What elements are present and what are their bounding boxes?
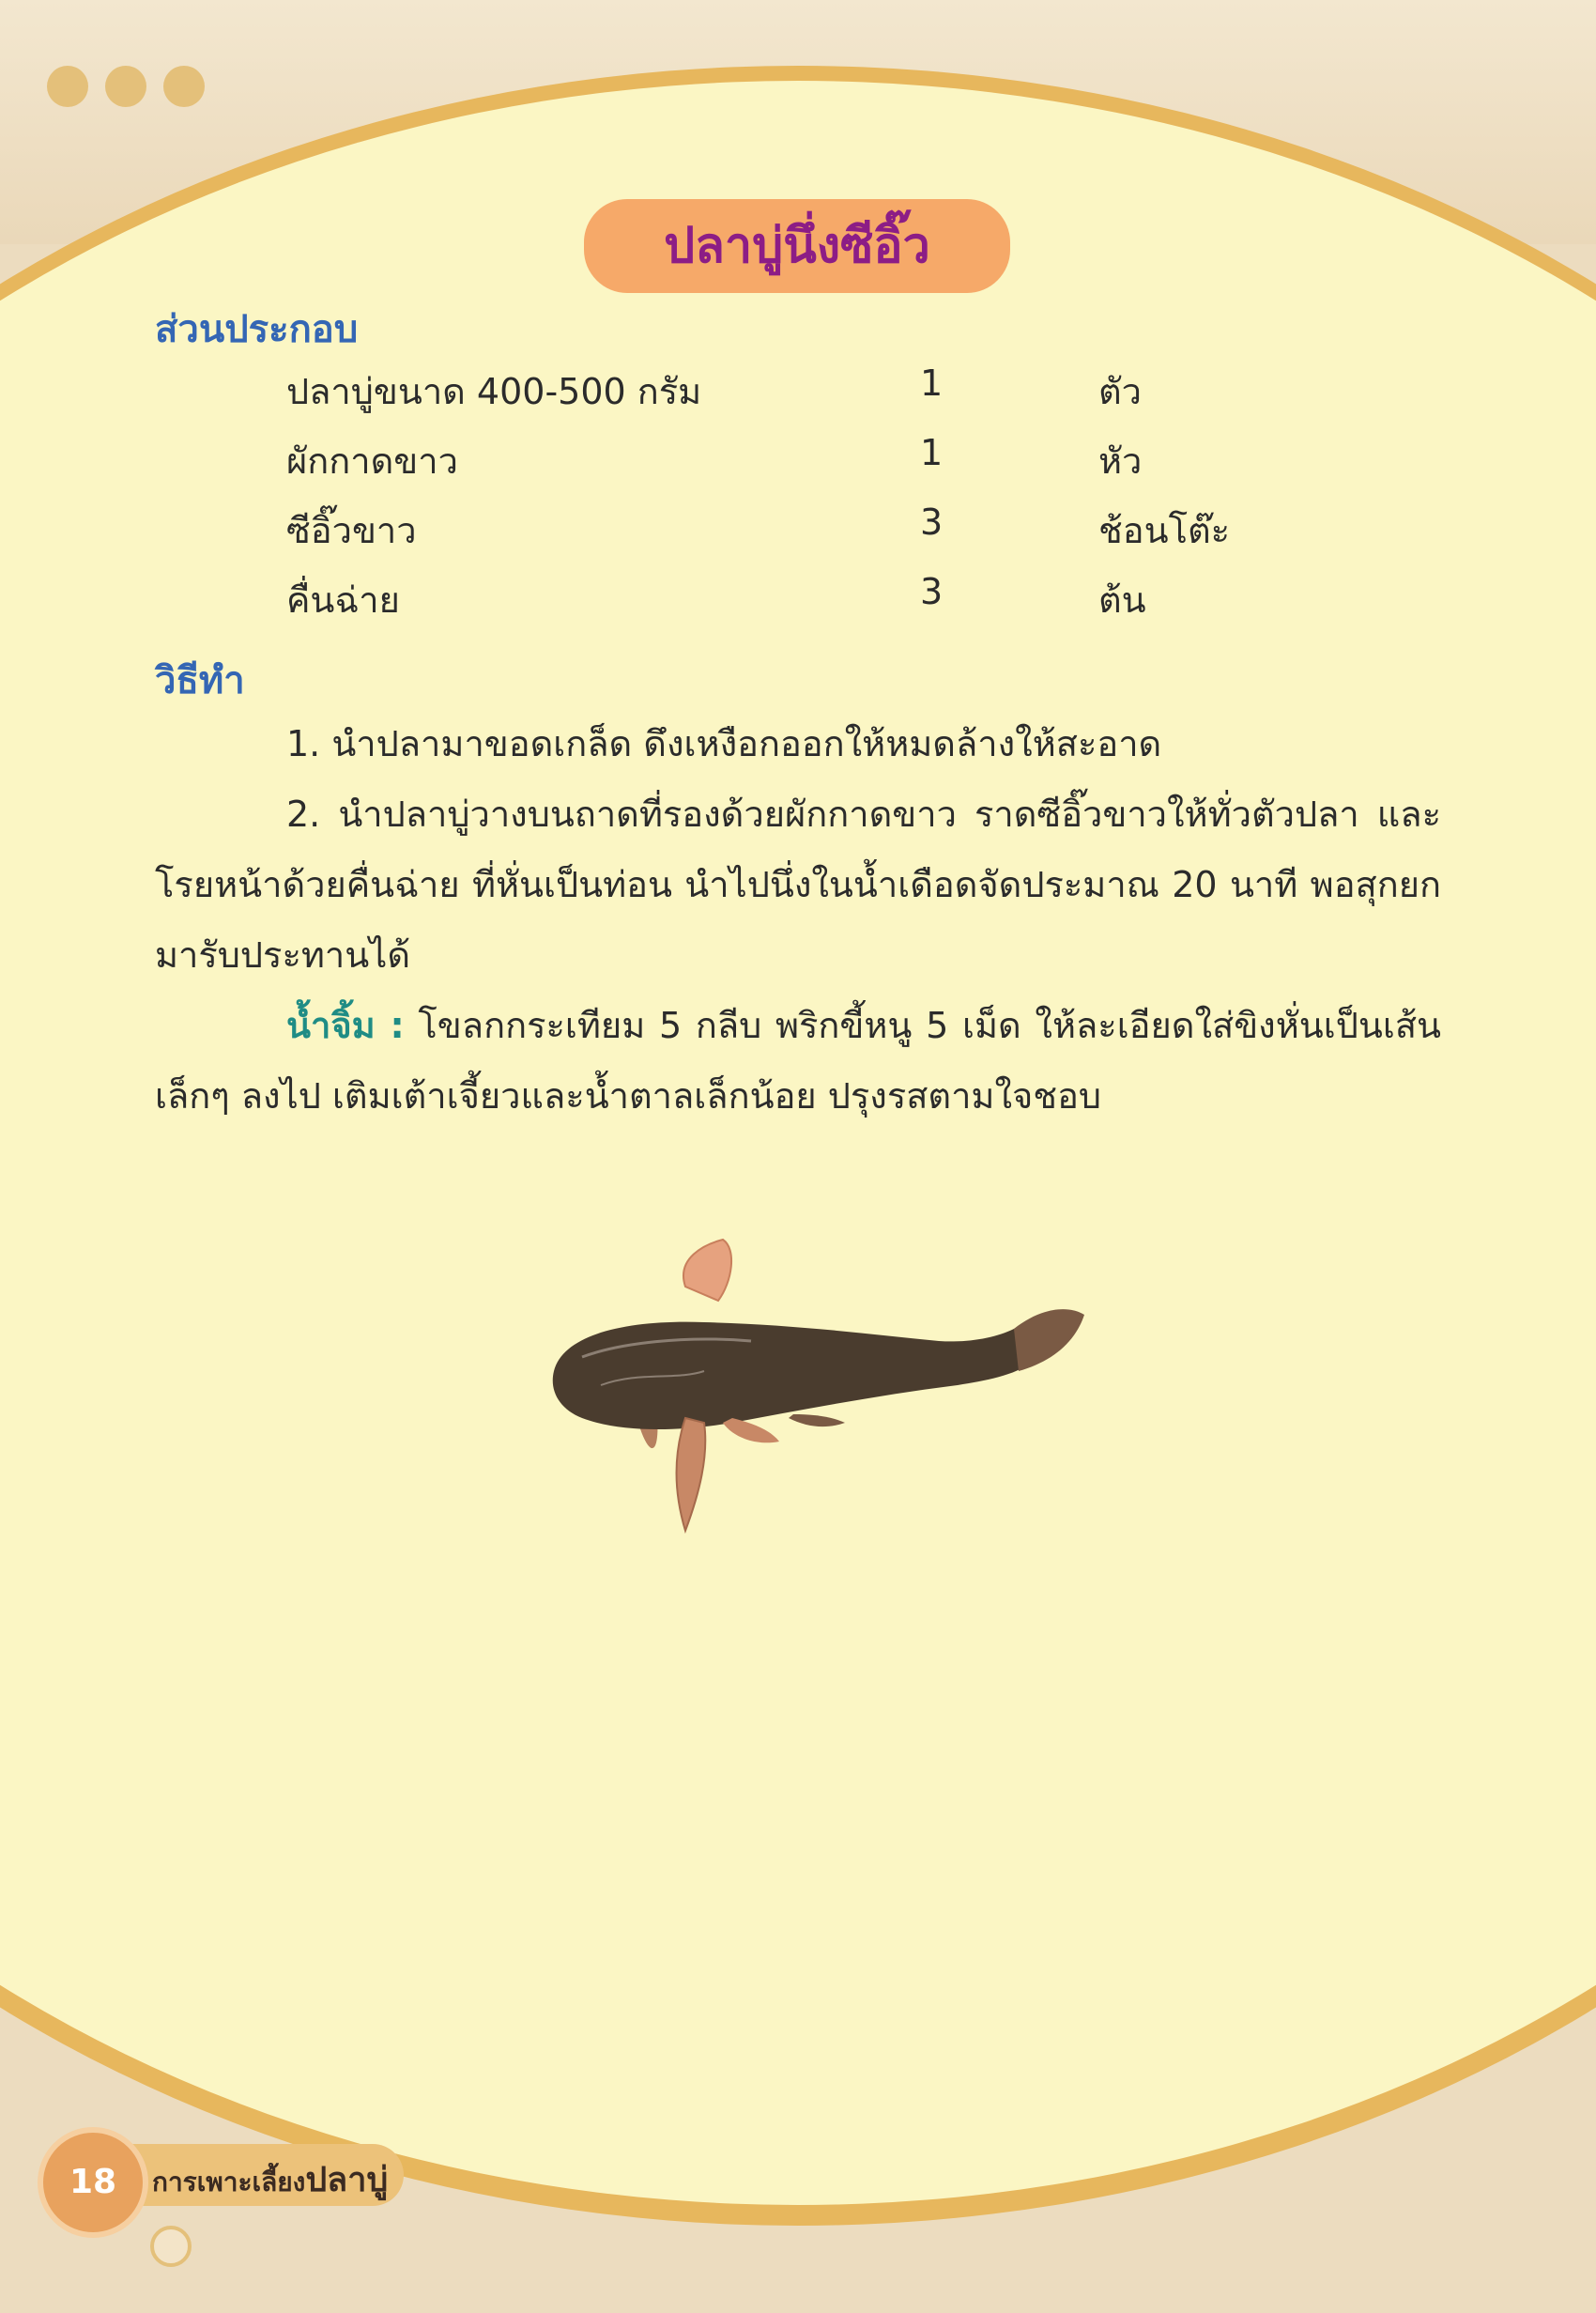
ingredient-name: คื่นฉ่าย	[286, 579, 400, 621]
ingredient-name: ซีอิ๊วขาว	[286, 510, 417, 551]
ingredient-unit: ต้น	[1098, 579, 1146, 621]
ingredients-list	[286, 362, 1231, 640]
ingredient-unit: ตัว	[1098, 371, 1143, 412]
book-title	[152, 2152, 388, 2206]
dot-icon	[105, 66, 146, 107]
dipping-sauce	[155, 991, 1441, 1132]
fish-image	[545, 1230, 1089, 1540]
ingredient-row	[286, 362, 1225, 432]
ingredient-qty: 1	[920, 432, 944, 473]
dip-label: น้ำจิ้ม :	[286, 1005, 405, 1046]
ingredient-unit: ช้อนโต๊ะ	[1098, 510, 1231, 551]
ingredient-qty: 3	[920, 501, 944, 543]
method-step-2: 2. นำปลาบู่วางบนถาดที่รองด้วยผักกาดขาว ราดซีอิ๊วขาวให้ทั่วตัวปลา และโรยหน้าด้วยคื่นฉ่าย ที่หั่นเป็นท่อน นำไปนึ่งในน้ำเดือดจัดประมาณ 20 นาที พอสุกยกมารับประทานได้	[155, 794, 1441, 976]
ingredients-heading: ส่วนประกอบ	[155, 308, 359, 351]
ingredient-qty: 3	[920, 571, 944, 612]
page-number: 18	[38, 2127, 148, 2238]
ingredient-row	[286, 501, 1231, 571]
ingredient-row	[286, 432, 1225, 501]
dot-icon	[47, 66, 88, 107]
decorative-dots	[47, 66, 205, 107]
dip-text: โขลกกระเทียม 5 กลีบ พริกขี้หนู 5 เม็ด ให้ละเอียดใส่ขิงหั่นเป็นเส้นเล็กๆ ลงไป เติมเต้าเจี้ยวและน้ำตาลเล็กน้อย ปรุงรสตามใจชอบ	[155, 1005, 1441, 1117]
ingredient-name: ผักกาดขาว	[286, 440, 458, 482]
method-step-1: 1. นำปลามาขอดเกล็ด ดึงเหงือกออกให้หมดล้างให้สะอาด	[286, 723, 1162, 764]
recipe-title: ปลาบู่นึ่งซีอิ๊ว	[584, 199, 1010, 293]
ingredient-unit: หัว	[1098, 440, 1143, 482]
ingredient-row	[286, 571, 1225, 640]
method-heading: วิธีทำ	[155, 659, 245, 702]
dot-icon	[163, 66, 205, 107]
book-title-prefix: การเพาะเลี้ยง	[152, 2167, 306, 2197]
ingredient-name: ปลาบู่ขนาด 400-500 กรัม	[286, 371, 702, 412]
ingredient-qty: 1	[920, 362, 944, 404]
book-title-main: ปลาบู่	[305, 2161, 389, 2199]
ring-icon	[150, 2226, 192, 2267]
